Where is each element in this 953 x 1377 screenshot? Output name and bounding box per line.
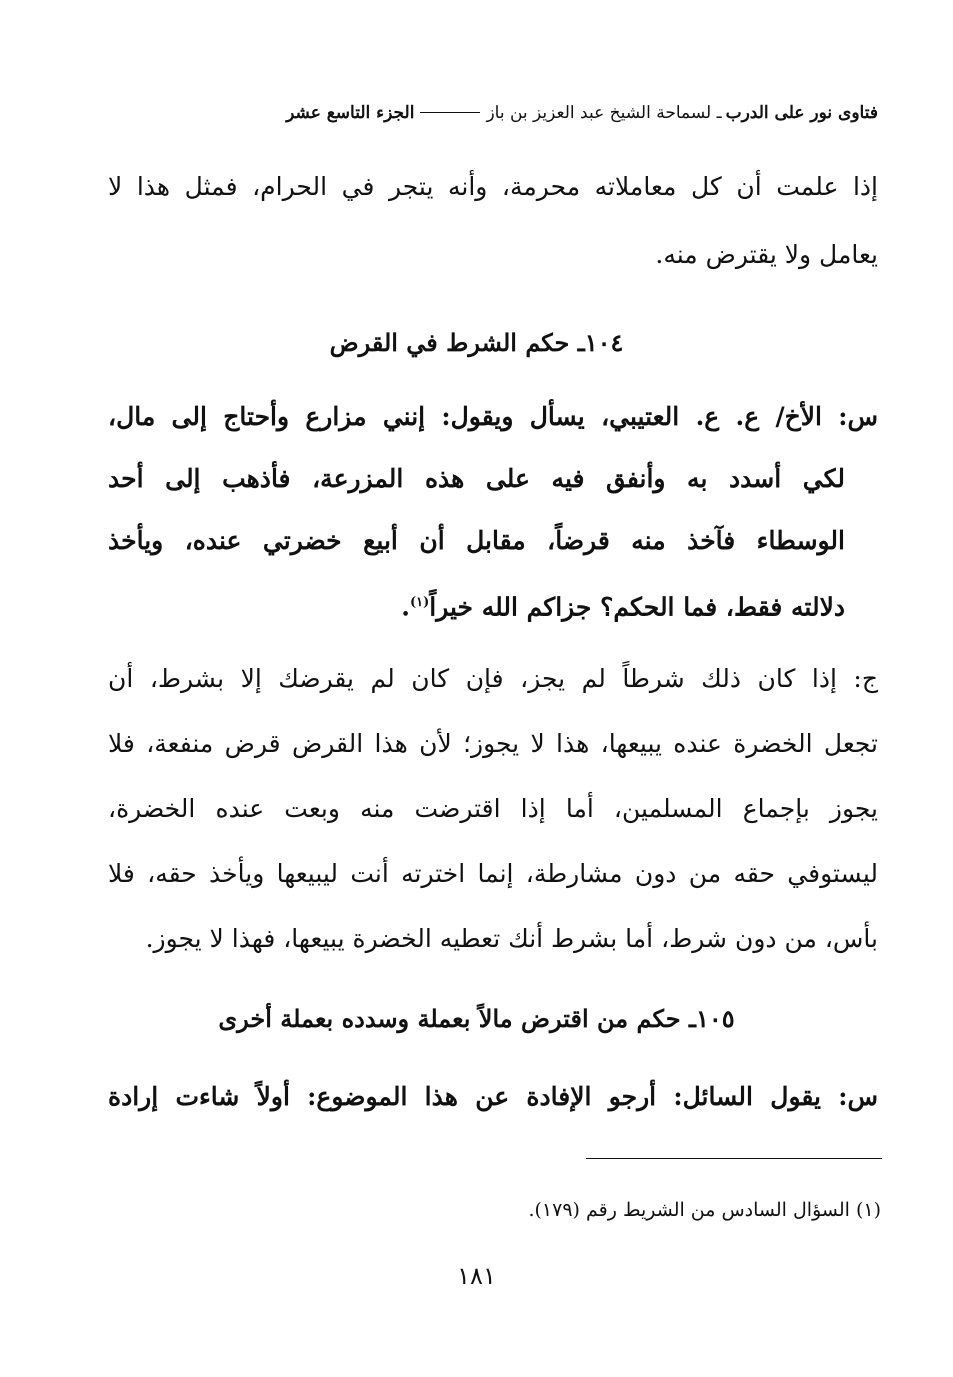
question-line: س: يقول السائل: أرجو الإفادة عن هذا الموضوع: أولاً شاءت إرادة [108,1082,878,1111]
page-number: ١٨١ [457,1262,496,1290]
question-period: . [401,592,410,622]
question-line: لكي أسدد به وأنفق فيه على هذه المزرعة، فأذهب إلى أحد [108,464,845,493]
question-line: س: الأخ/ ع. ع. العتيبي، يسأل ويقول: إنني مزارع وأحتاج إلى مال، [108,402,878,431]
section-heading: ١٠٥ـ حكم من اقترض مالاً بعملة وسدده بعملة أخرى [218,1004,735,1033]
answer-line: ج: إذا كان ذلك شرطاً لم يجز، فإن كان لم يقرضك إلا بشرط، أن [108,664,878,693]
book-title: فتاوى نور على الدرب [725,103,878,123]
author-name: ـ لسماحة الشيخ عبد العزيز بن باز [486,103,722,123]
footnote-marker: (١) [409,595,430,610]
answer-line: بأس، من دون شرط، أما بشرط أنك تعطيه الخضرة يبيعها، فهذا لا يجوز. [145,924,878,953]
answer-line: يجوز بإجماع المسلمين، أما إذا اقترضت منه وبعت عنده الخضرة، [108,794,878,823]
footnote: (١) السؤال السادس من الشريط رقم (١٧٩). [528,1199,881,1221]
question-line-end [108,586,845,624]
header-dash [420,112,480,113]
answer-line: ليستوفي حقه من دون مشارطة، إنما اخترته أنت ليبيعها ويأخذ حقه، فلا [108,859,878,888]
question-text: دلالته فقط، فما الحكم؟ جزاكم الله خيراً [429,592,845,622]
volume-label: الجزء التاسع عشر [286,103,415,123]
running-header [118,103,878,123]
section-heading: ١٠٤ـ حكم الشرط في القرض [329,328,624,357]
answer-line: تجعل الخضرة عنده يبيعها، هذا لا يجوز؛ لأن هذا القرض قرض منفعة، فلا [108,729,878,758]
footnote-divider [586,1158,882,1159]
paragraph-line: يعامل ولا يقترض منه. [655,240,878,269]
paragraph-line: إذا علمت أن كل معاملاته محرمة، وأنه يتجر في الحرام، فمثل هذا لا [108,172,878,201]
question-line: الوسطاء فآخذ منه قرضاً، مقابل أن أبيع خضرتي عنده، ويأخذ [108,526,845,555]
